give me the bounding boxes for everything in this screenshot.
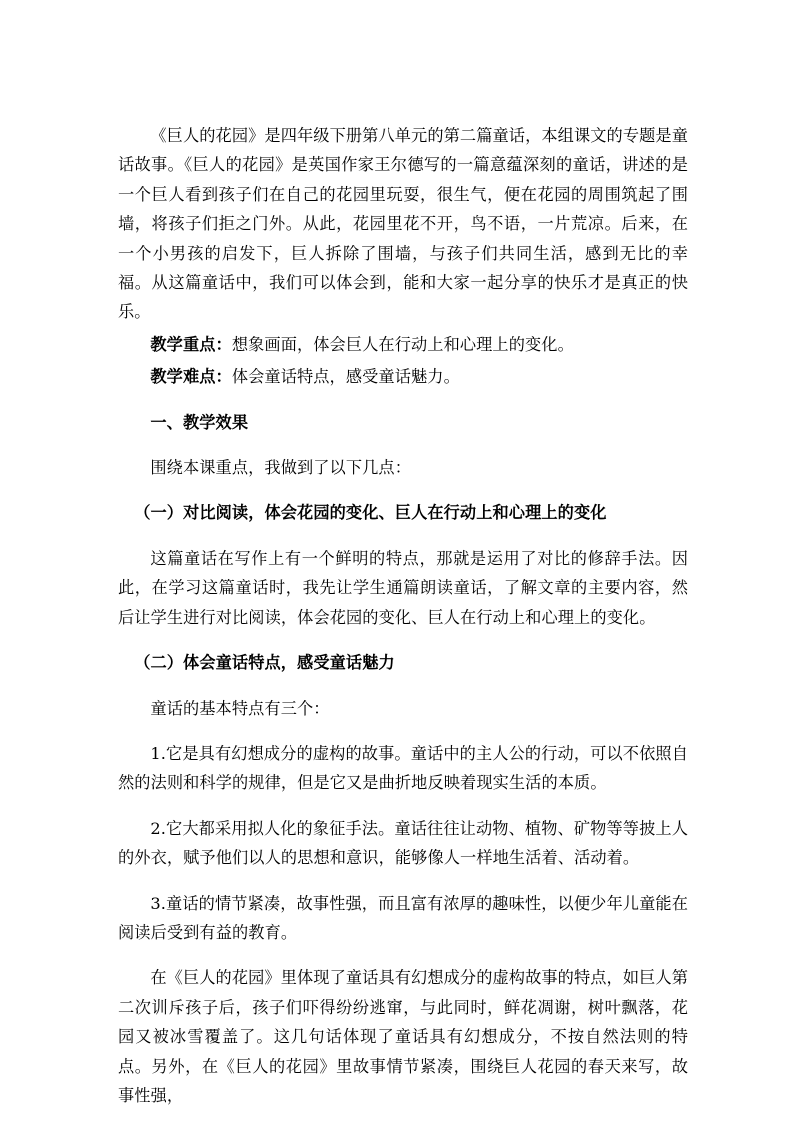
feature-3-paragraph: 3.童话的情节紧凑，故事性强，而且富有浓厚的趣味性，以便少年儿童能在阅读后受到有益的教育。	[118, 893, 688, 942]
sub2-heading: （二）体会童话特点，感受童话魅力	[134, 653, 395, 673]
section1-heading: 一、教学效果	[150, 412, 249, 432]
sub2-intro: 童话的基本特点有三个：	[150, 698, 330, 718]
difficult-point-text: 体会童话特点，感受童话魅力。	[231, 367, 460, 387]
difficult-point-paragraph	[118, 362, 688, 391]
section1-intro: 围绕本课重点，我做到了以下几点：	[150, 458, 411, 478]
analysis-paragraph: 在《巨人的花园》里体现了童话具有幻想成分的虚构故事的特点，如巨人第二次训斥孩子后，孩子们吓得纷纷逃窜，与此同时，鲜花凋谢，树叶飘落，花园又被冰雪覆盖了。这几句话体现了童话具有幻想成分，不按自然法则的特点。另外，在《巨人的花园》里故事情节紧凑，围绕巨人花园的春天来写，故事性强，	[118, 968, 688, 1105]
feature-1-paragraph: 1.它是具有幻想成分的虚构的故事。童话中的主人公的行动，可以不依照自然的法则和科学的规律，但是它又是曲折地反映着现实生活的本质。	[118, 743, 688, 793]
feature-2-paragraph: 2.它大都采用拟人化的象征手法。童话往往让动物、植物、矿物等等披上人的外衣，赋予他们以人的思想和意识，能够像人一样地生活着、活动着。	[118, 818, 688, 868]
key-point-text: 想象画面，体会巨人在行动上和心理上的变化。	[231, 334, 574, 354]
key-point-label: 教学重点：	[150, 334, 232, 354]
key-point-paragraph	[118, 330, 688, 359]
sub1-paragraph: 这篇童话在写作上有一个鲜明的特点，那就是运用了对比的修辞手法。因此，在学习这篇童话时，我先让学生通篇朗读童话，了解文章的主要内容，然后让学生进行对比阅读，体会花园的变化、巨人在行动上和心理上的变化。	[118, 548, 688, 627]
intro-paragraph: 《巨人的花园》是四年级下册第八单元的第二篇童话，本组课文的专题是童话故事。《巨人的花园》是英国作家王尔德写的一篇意蕴深刻的童话，讲述的是一个巨人看到孩子们在自己的花园里玩耍，很生气，便在花园的周围筑起了围墙，将孩子们拒之门外。从此，花园里花不开，鸟不语，一片荒凉。后来，在一个小男孩的启发下，巨人拆除了围墙，与孩子们共同生活，感到无比的幸福。从这篇童话中，我们可以体会到，能和大家一起分享的快乐才是真正的快乐。	[118, 126, 688, 322]
document-body	[118, 121, 688, 1110]
sub1-heading: （一）对比阅读，体会花园的变化、巨人在行动上和心理上的变化	[134, 503, 607, 523]
difficult-point-label: 教学难点：	[150, 367, 232, 387]
